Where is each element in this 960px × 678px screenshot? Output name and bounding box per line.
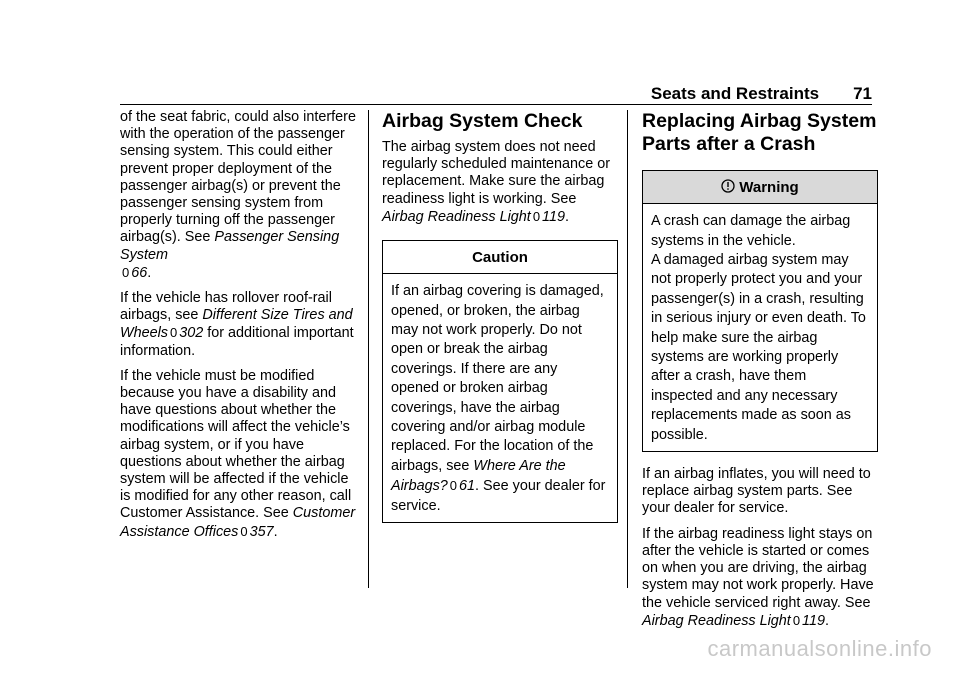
cross-reference-link[interactable]: Passenger Sensing System (120, 229, 340, 263)
paragraph: If the airbag readiness light stays on after the vehicle is started or comes on when you are driving, the airbag system may not work properly. Have the vehicle serviced right away. See Airbag Readiness Light 0 119. (642, 525, 874, 629)
cross-reference-link[interactable]: Airbag Readiness Light (382, 208, 531, 225)
cross-reference-link[interactable]: Customer Assistance Offices (120, 505, 356, 540)
section-title: Seats and Restraints (650, 84, 820, 103)
warning-box (642, 170, 878, 452)
paragraph: If an airbag inflates, you will need to replace airbag system parts. See your dealer for service. (642, 466, 871, 517)
caution-box (382, 240, 618, 523)
page-ref[interactable]: 66 (131, 264, 148, 281)
warning-body (643, 204, 877, 451)
page-ref-symbol: 0 (792, 612, 801, 628)
page-ref-symbol: 0 (449, 478, 458, 494)
page-ref-symbol: 0 (122, 264, 130, 280)
column-divider-1 (368, 110, 369, 588)
paragraph: of the seat fabric, could also interfere with the operation of the passenger sensing system. This could either prevent proper deployment of the passenger airbag(s) or prevent the passenger sensing system from properly turning off the passenger airbag(s). See Passenger Sensing System 0 66. (120, 109, 356, 281)
column-divider-2 (627, 110, 628, 588)
warning-line: A damaged airbag system may not properly protect you and your passenger(s) in a crash, resulting in serious injury or even death. To help make sure the airbag systems are working properly after a crash, have them inspected and any necessary replacements made as soon as possible. (651, 252, 866, 443)
column-1 (120, 109, 360, 549)
paragraph: If the vehicle must be modified because you have a disability and have questions about whether the modifications will affect the vehicle’s airbag system, or if you have questions about whether the airbag system will be affected if the vehicle is modified for any other reason, call Customer Assistance. See Customer Assistance Offices 0 357. (120, 367, 356, 540)
warning-header (643, 171, 877, 204)
paragraph: If the vehicle has rollover roof-rail airbags, see Different Size Tires and Wheels 0 302 for additional important information. (120, 290, 354, 359)
page-ref[interactable]: 119 (802, 612, 825, 629)
page-header (651, 84, 872, 104)
cross-reference-link[interactable]: Airbag Readiness Light (642, 612, 791, 629)
page-number: 71 (853, 84, 872, 103)
caution-body: If an airbag covering is damaged, opened, or broken, the airbag may not work properly. Do not open or break the airbag coverings. If there are any opened or broken airbag coverings, have the airbag covering and/or airbag module replaced. For the location of the airbags, see Where Are the Airbags? 0 61. See your dealer for service. (391, 283, 606, 514)
header-rule (120, 104, 872, 105)
watermark: carmanualsonline.info (707, 636, 932, 661)
section-heading: Airbag System Check (382, 110, 583, 132)
column-3 (642, 109, 878, 638)
page-ref[interactable]: 119 (542, 208, 565, 225)
page-ref[interactable]: 61 (459, 478, 476, 495)
page-ref[interactable]: 302 (179, 325, 204, 342)
page-ref-symbol: 0 (170, 325, 178, 341)
cross-reference-link[interactable]: Where Are the Airbags? (391, 457, 566, 495)
page-ref-symbol: 0 (532, 208, 541, 224)
section-heading: Replacing Airbag System Parts after a Crash (642, 110, 877, 155)
page-ref-symbol: 0 (240, 523, 248, 539)
cross-reference-link[interactable]: Different Size Tires and Wheels (120, 307, 353, 342)
warning-title: Warning (739, 179, 799, 196)
column-2 (382, 109, 618, 537)
caution-title: Caution (383, 241, 617, 274)
warning-icon (721, 179, 735, 193)
paragraph: The airbag system does not need regularly scheduled maintenance or replacement. Make sure the airbag readiness light is working. See Airbag Readiness Light 0 119. (382, 139, 610, 225)
page-ref[interactable]: 357 (249, 523, 274, 540)
warning-line: A crash can damage the airbag systems in the vehicle. (651, 213, 851, 249)
